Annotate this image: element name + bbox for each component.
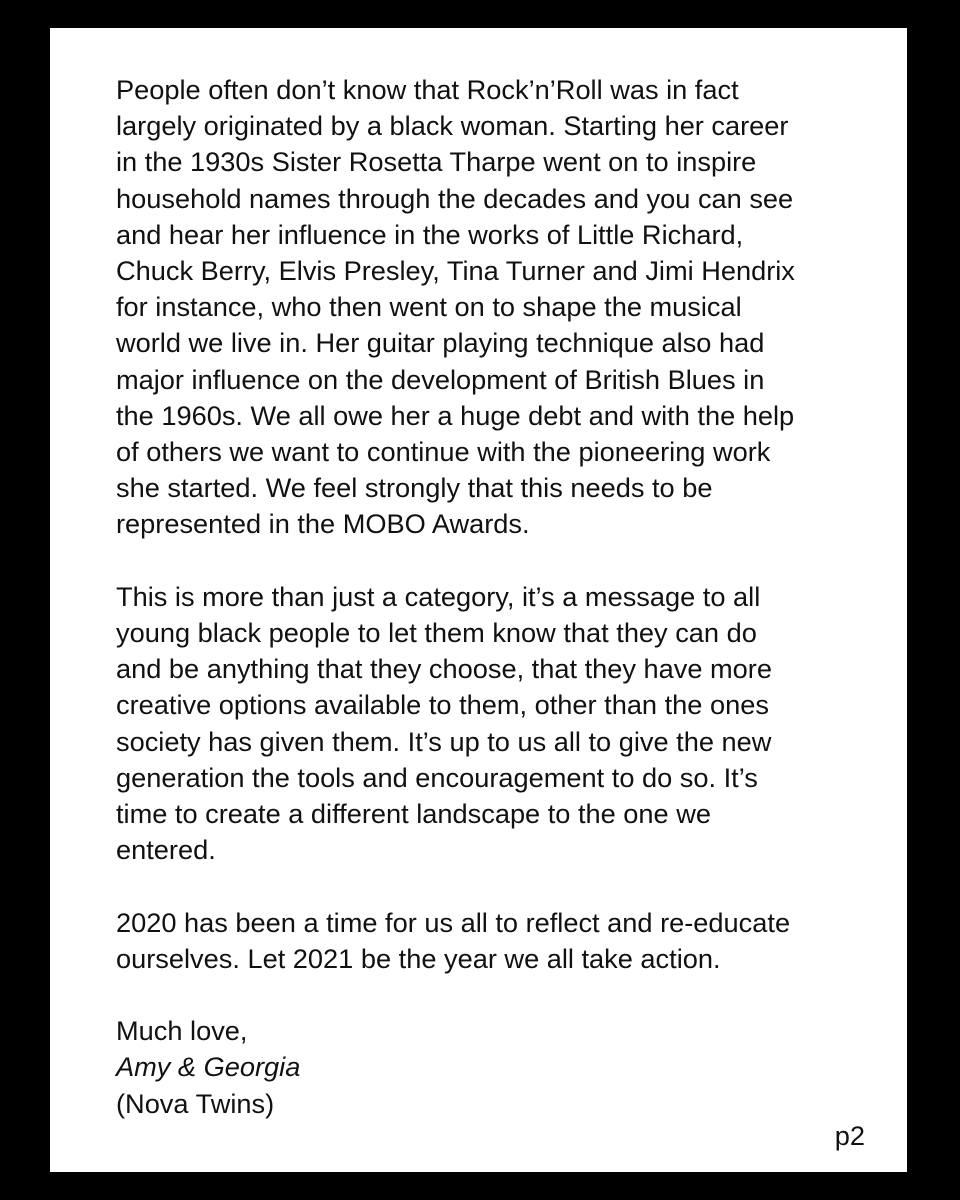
paragraph-2: This is more than just a category, it’s a message to all young black people to let them know that they can do and be anything that they choose, that they have more creative options available to them, other than the ones society has given them. It’s up to us all to give the new generation the tools and encouragement to do so. It’s time to create a different landscape to the one we entered.: [116, 580, 772, 866]
signoff-closing: Much love,: [116, 1015, 248, 1047]
signoff-names: Amy & Georgia: [116, 1051, 301, 1083]
page-number: p2: [834, 1120, 865, 1151]
signoff-block: [116, 1013, 876, 1122]
letter-page: [50, 28, 907, 1172]
signoff-band: (Nova Twins): [116, 1087, 275, 1119]
paragraph-3: 2020 has been a time for us all to reflect and re-educate ourselves. Let 2021 be the year we all take action.: [116, 906, 791, 974]
paragraph-1: People often don’t know that Rock’n’Roll was in fact largely originated by a black woman. Starting her career in the 1930s Sister Rosetta Tharpe went on to inspire household names through the decades and you can see and hear her influence in the works of Little Richard, Chuck Berry, Elvis Presley, Tina Turner and Jimi Hendrix for instance, who then went on to shape the musical world we live in. Her guitar playing technique also had major influence on the development of British Blues in the 1960s. We all owe her a huge debt and with the help of others we want to continue with the pioneering work she started. We feel strongly that this needs to be represented in the MOBO Awards.: [116, 74, 795, 540]
letter-body: [116, 72, 876, 1122]
